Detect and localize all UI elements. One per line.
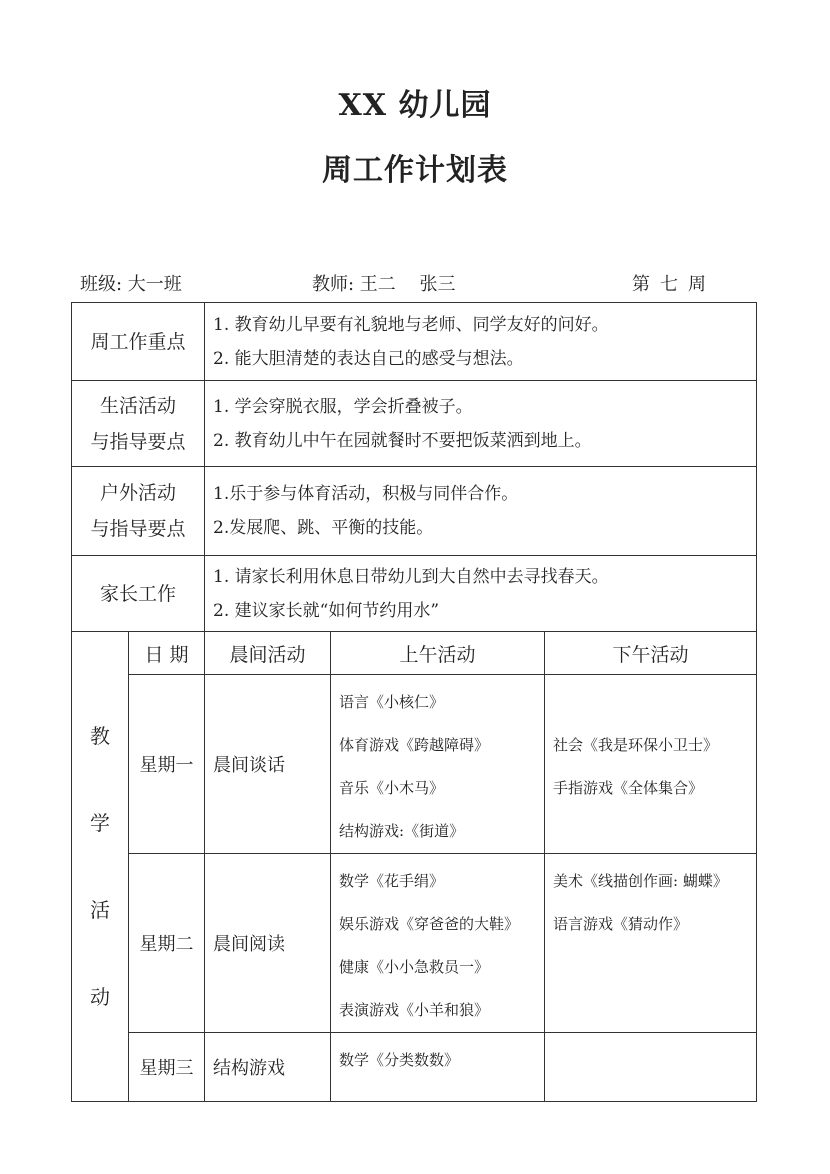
teacher-info: 教师: 王二 张三 <box>312 274 456 295</box>
am-activities <box>331 1033 545 1102</box>
am-activity: 娱乐游戏《穿爸爸的大鞋》 <box>339 915 520 933</box>
am-activities <box>331 675 545 854</box>
am-activities <box>331 854 545 1033</box>
pm-activity: 语言游戏《猜动作》 <box>553 915 689 933</box>
morning-activity: 晨间谈话 <box>205 675 331 854</box>
am-activity: 数学《分类数数》 <box>339 1051 460 1069</box>
document-title: 周工作计划表 <box>322 153 508 188</box>
focus-content <box>205 303 757 381</box>
parents-label-text: 家长工作 <box>100 582 177 605</box>
focus-label <box>72 303 205 381</box>
day-row-tuesday <box>72 854 757 1033</box>
header-date: 日 期 <box>129 632 205 675</box>
life-row <box>72 381 757 467</box>
pm-activity: 手指游戏《全体集合》 <box>553 779 704 797</box>
life-line: 2. 教育幼儿中午在园就餐时不要把饭菜洒到地上。 <box>213 430 592 451</box>
pm-activities <box>545 854 757 1033</box>
day-label: 星期三 <box>129 1033 205 1102</box>
header-pm: 下午活动 <box>545 632 757 675</box>
focus-label-text: 周工作重点 <box>90 330 186 353</box>
outdoor-row <box>72 467 757 556</box>
am-activity: 语言《小核仁》 <box>339 693 445 711</box>
life-label <box>72 381 205 467</box>
outdoor-label <box>72 467 205 556</box>
header-am: 上午活动 <box>331 632 545 675</box>
morning-activity: 晨间阅读 <box>205 854 331 1033</box>
focus-line: 1. 教育幼儿早要有礼貌地与老师、同学友好的问好。 <box>213 314 609 335</box>
am-activity: 数学《花手绢》 <box>339 872 445 890</box>
vertical-char: 教 <box>90 723 110 748</box>
vertical-char: 活 <box>90 897 110 922</box>
focus-line: 2. 能大胆清楚的表达自己的感受与想法。 <box>213 348 524 369</box>
parents-content <box>205 556 757 632</box>
outdoor-content <box>205 467 757 556</box>
parents-row <box>72 556 757 632</box>
am-activity: 结构游戏:《街道》 <box>339 822 465 840</box>
teaching-header-row <box>72 632 757 675</box>
am-activity: 健康《小小急救员一》 <box>339 958 490 976</box>
outdoor-line: 1.乐于参与体育活动，积极与同伴合作。 <box>213 484 519 504</box>
header-morning: 晨间活动 <box>205 632 331 675</box>
life-label-line: 生活活动 <box>100 394 177 417</box>
day-row-wednesday <box>72 1033 757 1102</box>
morning-activity: 结构游戏 <box>205 1033 331 1102</box>
weekly-plan-table <box>71 302 757 1102</box>
am-activity: 音乐《小木马》 <box>339 779 445 797</box>
pm-activities <box>545 1033 757 1102</box>
outdoor-label-line: 户外活动 <box>100 482 177 504</box>
parents-line: 1. 请家长利用休息日带幼儿到大自然中去寻找春天。 <box>213 566 609 587</box>
class-info: 班级: 大一班 <box>80 274 182 295</box>
pm-activity: 美术《线描创作画: 蝴蝶》 <box>553 872 728 890</box>
life-label-line: 与指导要点 <box>90 430 186 453</box>
day-row-monday <box>72 675 757 854</box>
day-label: 星期一 <box>129 675 205 854</box>
pm-activities <box>545 675 757 854</box>
life-line: 1. 学会穿脱衣服，学会折叠被子。 <box>213 396 473 417</box>
focus-row <box>72 303 757 381</box>
outdoor-line: 2.发展爬、跳、平衡的技能。 <box>213 518 434 538</box>
parents-line: 2. 建议家长就“如何节约用水” <box>213 600 440 621</box>
am-activity: 体育游戏《跨越障碍》 <box>339 736 490 754</box>
life-content <box>205 381 757 467</box>
teaching-activities-label <box>72 632 129 1102</box>
day-label: 星期二 <box>129 854 205 1033</box>
outdoor-label-line: 与指导要点 <box>90 518 186 540</box>
vertical-char: 学 <box>90 810 110 835</box>
school-name: XX 幼儿园 <box>338 88 492 123</box>
pm-activity: 社会《我是环保小卫士》 <box>553 736 719 754</box>
am-activity: 表演游戏《小羊和狼》 <box>339 1001 490 1019</box>
week-info: 第七周 <box>632 274 716 295</box>
parents-label <box>72 556 205 632</box>
vertical-char: 动 <box>90 984 110 1009</box>
